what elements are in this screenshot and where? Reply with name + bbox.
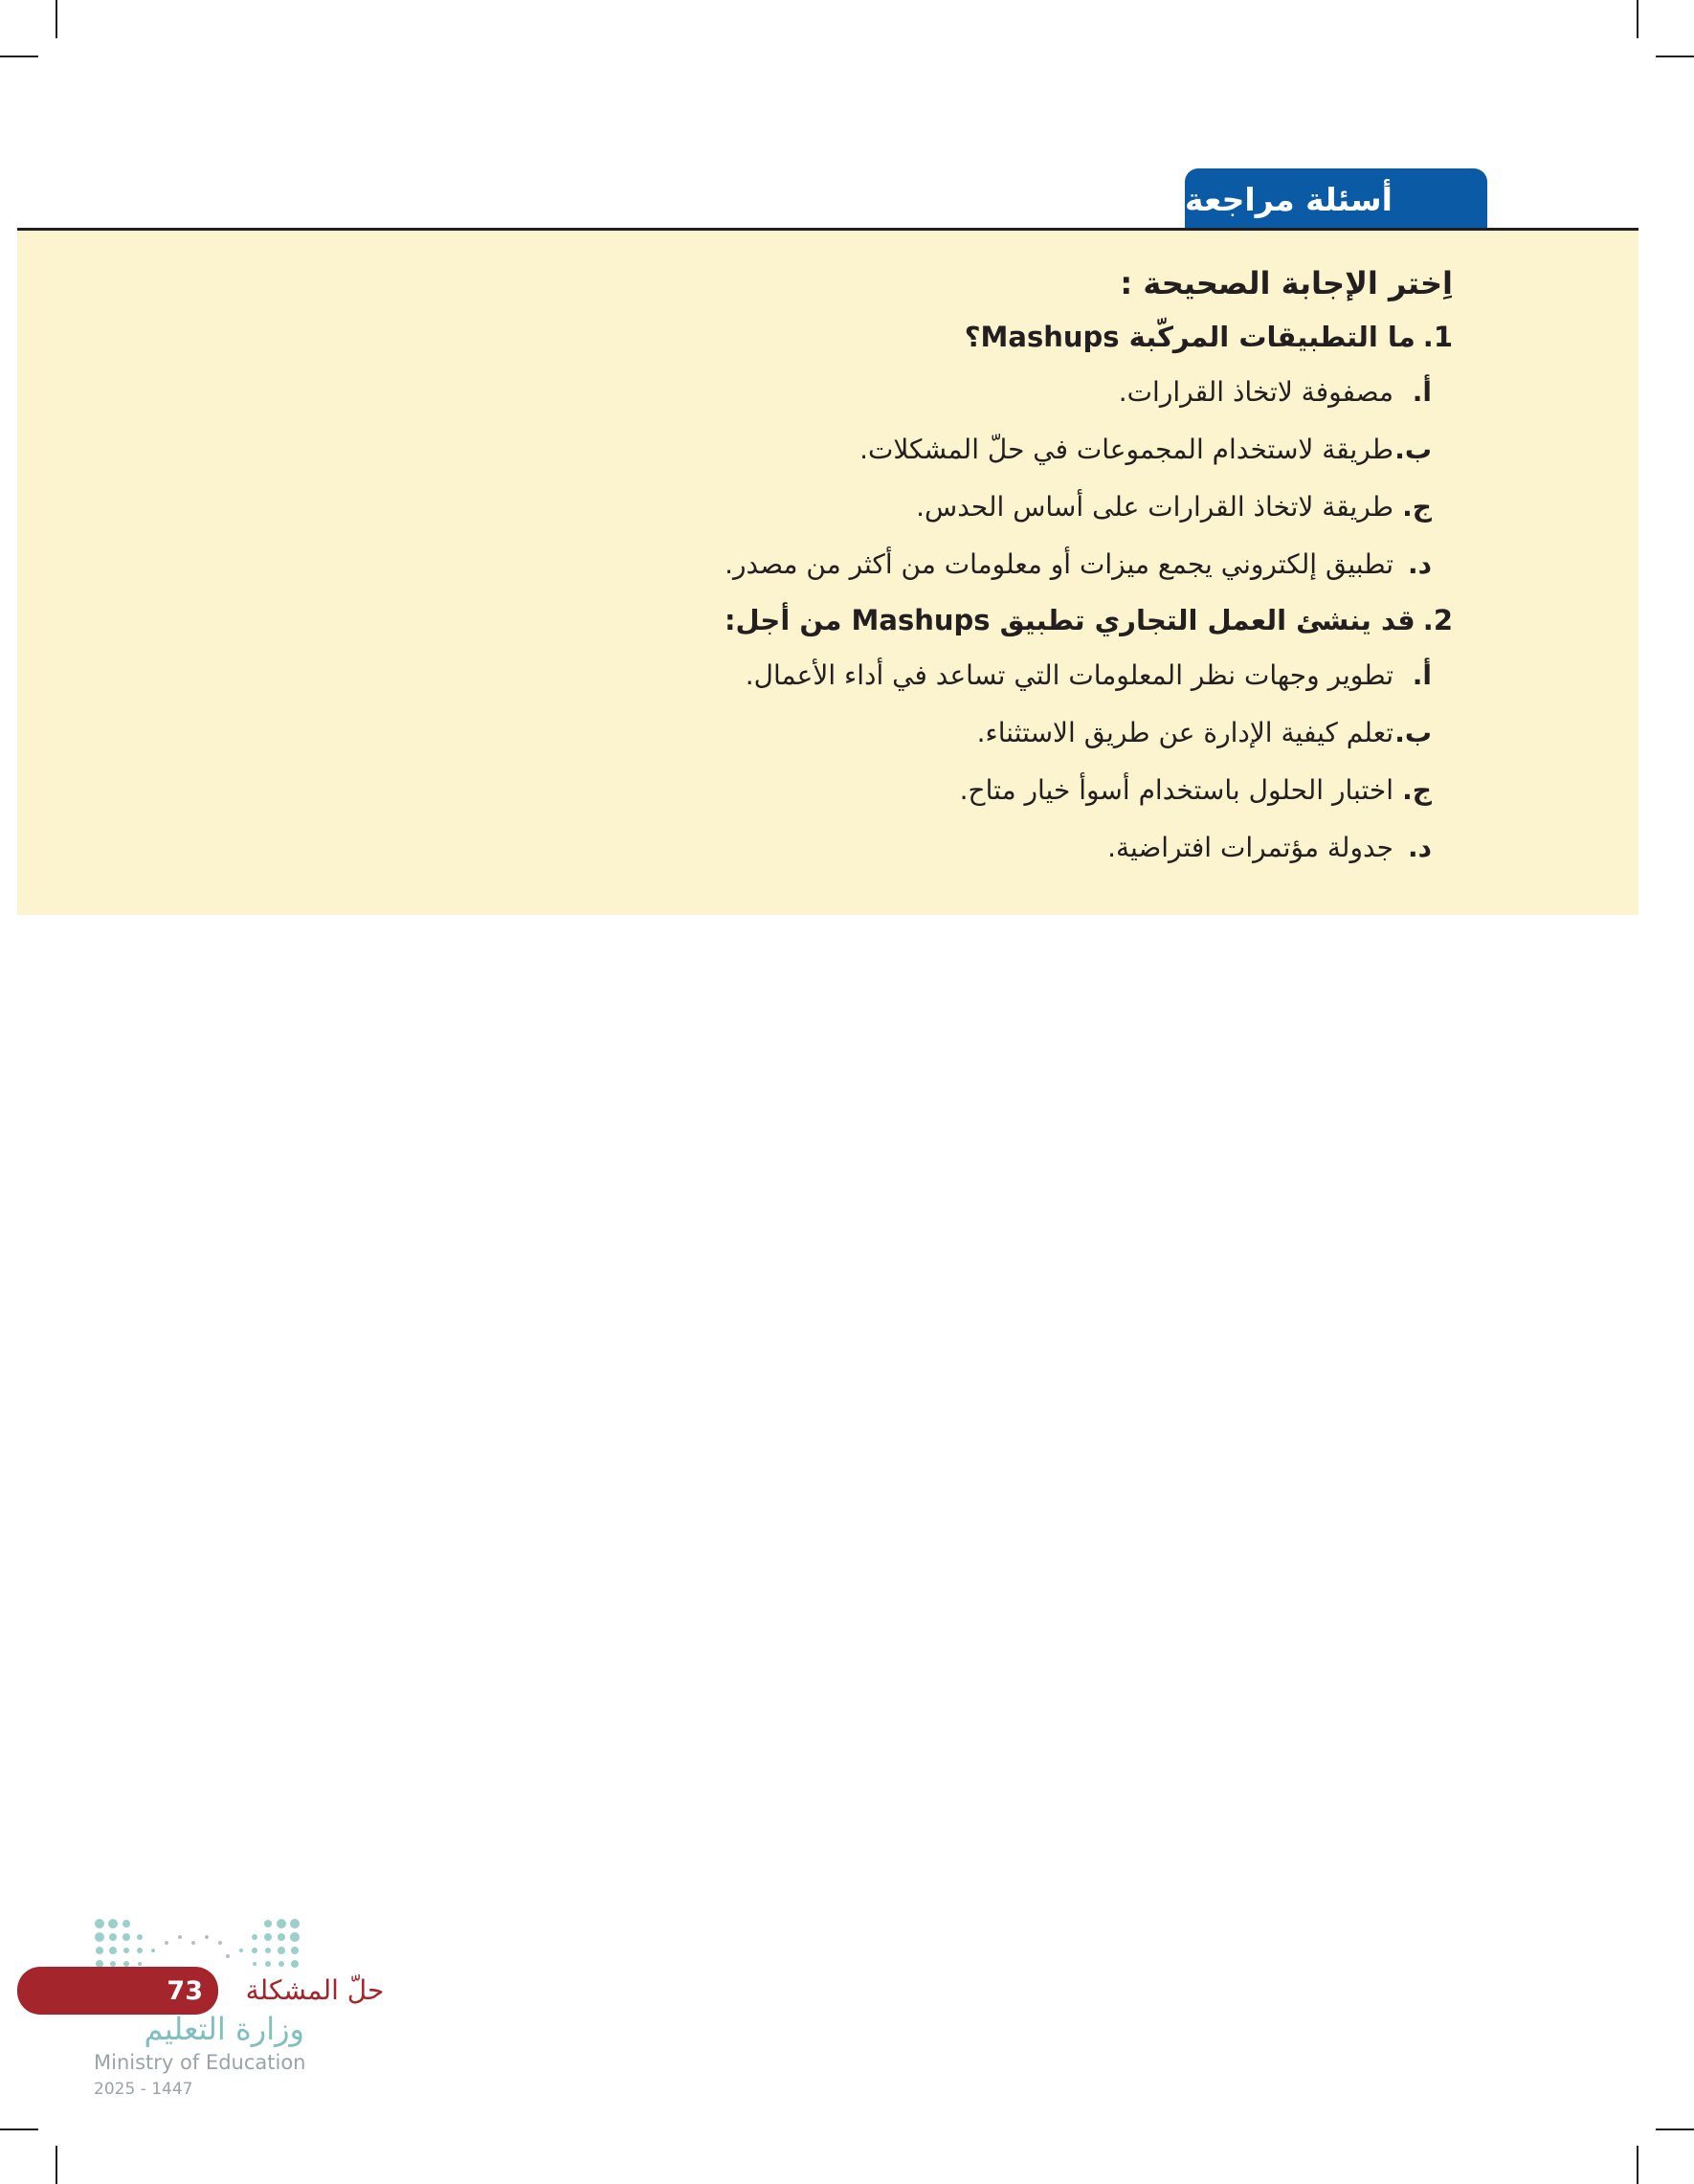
option-text: اختبار الحلول باستخدام أسوأ خيار متاح. [959, 774, 1393, 806]
answer-option[interactable] [304, 536, 1453, 593]
answer-option[interactable] [304, 479, 1453, 536]
unit-name: حلّ المشكلة [245, 1974, 385, 2006]
answer-option[interactable] [304, 704, 1453, 762]
section-tab [1185, 168, 1487, 230]
question-text [304, 310, 1453, 364]
option-text: طريقة لاتخاذ القرارات على أساس الحدس. [916, 491, 1393, 523]
crop-mark [1656, 56, 1694, 57]
option-letter: ج. [1402, 491, 1432, 523]
crop-mark [56, 2146, 57, 2184]
crop-mark [1656, 2128, 1694, 2130]
option-text: تطبيق إلكتروني يجمع ميزات أو معلومات من أكثر من مصدر. [724, 548, 1393, 580]
option-letter: د. [1407, 548, 1432, 580]
answer-option[interactable] [304, 819, 1453, 877]
option-text: جدولة مؤتمرات افتراضية. [1107, 832, 1393, 863]
question-1 [304, 310, 1453, 593]
option-text: مصفوفة لاتخاذ القرارات. [1118, 376, 1393, 408]
question-number: 2. [1422, 604, 1453, 636]
ministry-name-english: Ministry of Education [94, 2051, 306, 2074]
exercise-content [304, 256, 1453, 877]
question-number: 1. [1422, 321, 1453, 353]
answer-option[interactable] [304, 364, 1453, 421]
option-letter: أ. [1412, 376, 1432, 408]
option-letter: ب. [1394, 434, 1432, 465]
crop-mark [1637, 2146, 1638, 2184]
option-letter: ب. [1394, 717, 1432, 748]
option-text: تعلم كيفية الإدارة عن طريق الاستثناء. [976, 717, 1393, 748]
edition-year: 2025 - 1447 [94, 2080, 193, 2099]
option-letter: أ. [1412, 659, 1432, 691]
question-prompt: ما التطبيقات المركّبة Mashups؟ [964, 321, 1415, 353]
answer-option[interactable] [304, 421, 1453, 479]
ministry-name-arabic: وزارة التعليم [144, 2011, 304, 2047]
question-text [304, 593, 1453, 647]
crop-mark [1637, 0, 1638, 38]
section-tab-label: أسئلة مراجعة [1185, 180, 1393, 218]
option-letter: ج. [1402, 774, 1432, 806]
crop-mark [0, 2128, 38, 2130]
option-text: تطوير وجهات نظر المعلومات التي تساعد في أداء الأعمال. [745, 659, 1393, 691]
answer-option[interactable] [304, 647, 1453, 704]
crop-mark [56, 0, 57, 38]
question-prompt: قد ينشئ العمل التجاري تطبيق Mashups من أجل: [724, 604, 1415, 636]
page-number: 73 [167, 1975, 203, 2006]
option-text: طريقة لاستخدام المجموعات في حلّ المشكلات. [859, 434, 1393, 465]
option-letter: د. [1407, 832, 1432, 863]
crop-mark [0, 56, 38, 57]
question-2 [304, 593, 1453, 877]
answer-option[interactable] [304, 762, 1453, 819]
instruction: اِختر الإجابة الصحيحة : [1120, 265, 1453, 301]
